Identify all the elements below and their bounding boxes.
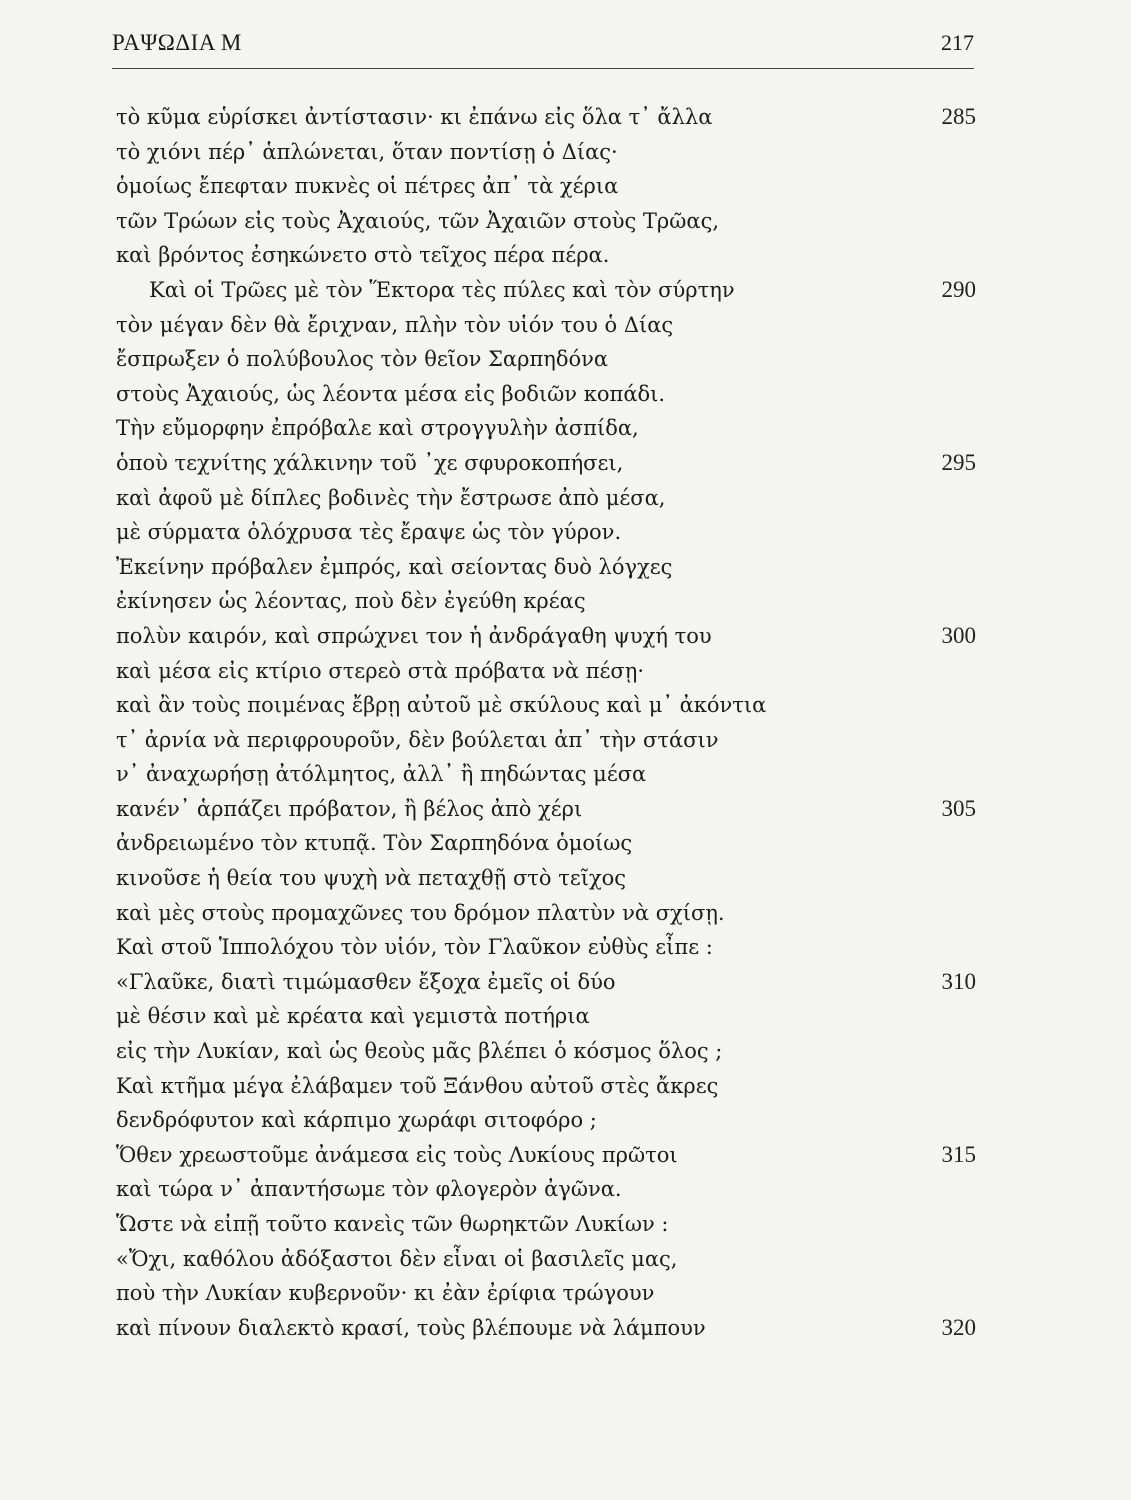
- verse-line: [116, 100, 976, 135]
- line-number: 285: [941, 104, 976, 129]
- verse-line: [116, 1207, 976, 1242]
- verse-line: [116, 999, 976, 1034]
- verse-block: [116, 100, 976, 1345]
- verse-text: καὶ μέσα εἰς κτίριο στερεὸ στὰ πρόβατα νὰ πέσῃ·: [116, 658, 645, 683]
- verse-line: [116, 826, 976, 861]
- verse-text: ποὺ τὴν Λυκίαν κυβερνοῦν· κι ἐὰν ἐρίφια τρώγουν: [116, 1281, 655, 1306]
- verse-line: [116, 1311, 976, 1346]
- verse-line: [116, 377, 976, 412]
- verse-text: καὶ ἀφοῦ μὲ δίπλες βοδινὲς τὴν ἔστρωσε ἀπὸ μέσα,: [116, 485, 666, 510]
- verse-line: [116, 135, 976, 170]
- verse-line: [116, 411, 976, 446]
- verse-text: δενδρόφυτον καὶ κάρπιμο χωράφι σιτοφόρο ;: [116, 1108, 597, 1133]
- verse-text: καὶ πίνουν διαλεκτὸ κρασί, τοὺς βλέπουμε νὰ λάμπουν: [116, 1315, 706, 1340]
- verse-line: [116, 723, 976, 758]
- verse-line: [116, 515, 976, 550]
- verse-text: εἰς τὴν Λυκίαν, καὶ ὡς θεοὺς μᾶς βλέπει ὁ κόσμος ὅλος ;: [116, 1039, 723, 1064]
- verse-text: καὶ ἂν τοὺς ποιμένας ἔβρῃ αὐτοῦ μὲ σκύλους καὶ μ᾽ ἀκόντια: [116, 693, 767, 718]
- running-title: ΡΑΨΩΔΙΑ Μ: [112, 30, 242, 55]
- page-header: [112, 30, 974, 64]
- verse-line: [116, 930, 976, 965]
- verse-text: τῶν Τρώων εἰς τοὺς Ἀχαιούς, τῶν Ἀχαιῶν στοὺς Τρῶας,: [116, 208, 720, 233]
- verse-line: [116, 1242, 976, 1277]
- verse-line: [116, 342, 976, 377]
- verse-line: [116, 446, 976, 481]
- verse-text: τὸ κῦμα εὑρίσκει ἀντίστασιν· κι ἐπάνω εἰς ὅλα τ᾽ ἄλλα: [116, 105, 713, 129]
- verse-line: [116, 1138, 976, 1173]
- verse-text: κανέν᾽ ἁρπάζει πρόβατον, ἢ βέλος ἀπὸ χέρι: [116, 796, 583, 821]
- verse-line: [116, 204, 976, 239]
- verse-line: [116, 273, 976, 308]
- verse-text: ἔσπρωξεν ὁ πολύβουλος τὸν θεῖον Σαρπηδόνα: [116, 347, 609, 372]
- verse-text: Καὶ κτῆμα μέγα ἐλάβαμεν τοῦ Ξάνθου αὐτοῦ στὲς ἄκρες: [116, 1073, 719, 1098]
- verse-text: μὲ σύρματα ὁλόχρυσα τὲς ἔραψε ὡς τὸν γύρον.: [116, 520, 622, 545]
- verse-line: [116, 238, 976, 273]
- verse-line: [116, 481, 976, 516]
- verse-text: ν᾽ ἀναχωρήσῃ ἀτόλμητος, ἀλλ᾽ ἢ πηδώντας μέσα: [116, 762, 647, 787]
- verse-text: Ὅθεν χρεωστοῦμε ἀνάμεσα εἰς τοὺς Λυκίους πρῶτοι: [116, 1142, 678, 1167]
- verse-text: τὸν μέγαν δὲν θὰ ἔριχναν, πλὴν τὸν υἱόν του ὁ Δίας: [116, 312, 674, 337]
- verse-text: ἐκίνησεν ὡς λέοντας, ποὺ δὲν ἐγεύθη κρέας: [116, 589, 586, 614]
- verse-line: [116, 1103, 976, 1138]
- verse-text: πολὺν καιρόν, καὶ σπρώχνει τον ἡ ἀνδράγαθη ψυχή του: [116, 623, 712, 648]
- verse-text: Ἐκείνην πρόβαλεν ἐμπρός, καὶ σείοντας δυὸ λόγχες: [116, 554, 673, 579]
- verse-text: κινοῦσε ἡ θεία του ψυχὴ νὰ πεταχθῇ στὸ τεῖχος: [116, 866, 627, 891]
- verse-text: καὶ μὲς στοὺς προμαχῶνες του δρόμον πλατὺν νὰ σχίσῃ.: [116, 900, 725, 925]
- verse-text: «Γλαῦκε, διατὶ τιμώμασθεν ἔξοχα ἐμεῖς οἱ δύο: [116, 969, 616, 994]
- verse-text: ὁμοίως ἔπεφταν πυκνὲς οἱ πέτρες ἀπ᾽ τὰ χέρια: [116, 174, 619, 199]
- verse-line: [116, 792, 976, 827]
- verse-text: τὸ χιόνι πέρ᾽ ἁπλώνεται, ὅταν ποντίσῃ ὁ Δίας·: [116, 139, 618, 164]
- verse-line: [116, 169, 976, 204]
- verse-text: μὲ θέσιν καὶ μὲ κρέατα καὶ γεμιστὰ ποτήρια: [116, 1004, 590, 1029]
- verse-line: [116, 896, 976, 931]
- verse-text: ὁποὺ τεχνίτης χάλκινην τοῦ ᾽χε σφυροκοπήσει,: [116, 450, 624, 475]
- verse-line: [116, 584, 976, 619]
- page-number: 217: [941, 30, 974, 55]
- verse-line: [116, 1034, 976, 1069]
- verse-line: [116, 688, 976, 723]
- verse-line: [116, 550, 976, 585]
- verse-text: ἀνδρειωμένο τὸν κτυπᾷ. Τὸν Σαρπηδόνα ὁμοίως: [116, 831, 633, 856]
- line-number: 295: [941, 449, 976, 475]
- line-number: 315: [941, 1141, 976, 1167]
- line-number: 320: [941, 1314, 976, 1340]
- verse-text: Ὥστε νὰ εἰπῇ τοῦτο κανεὶς τῶν θωρηκτῶν Λυκίων :: [116, 1212, 669, 1236]
- verse-text: «Ὄχι, καθόλου ἀδόξαστοι δὲν εἶναι οἱ βασιλεῖς μας,: [116, 1246, 678, 1271]
- verse-line: [116, 308, 976, 343]
- line-number: 305: [941, 795, 976, 821]
- verse-text: Καὶ στοῦ Ἱππολόχου τὸν υἱόν, τὸν Γλαῦκον εὐθὺς εἶπε :: [116, 935, 713, 960]
- verse-line: [116, 965, 976, 1000]
- verse-text: καὶ βρόντος ἐσηκώνετο στὸ τεῖχος πέρα πέρα.: [116, 243, 610, 268]
- verse-text: Τὴν εὔμορφην ἐπρόβαλε καὶ στρογγυλὴν ἀσπίδα,: [116, 416, 639, 441]
- verse-line: [116, 1069, 976, 1104]
- verse-text: Καὶ οἱ Τρῶες μὲ τὸν Ἕκτορα τὲς πύλες καὶ τὸν σύρτην: [149, 277, 735, 302]
- verse-text: καὶ τώρα ν᾽ ἀπαντήσωμε τὸν φλογερὸν ἀγῶνα.: [116, 1177, 622, 1202]
- verse-line: [116, 861, 976, 896]
- line-number: 310: [941, 968, 976, 994]
- verse-text: τ᾽ ἀρνία νὰ περιφρουροῦν, δὲν βούλεται ἀπ᾽ τὴν στάσιν: [116, 727, 719, 752]
- verse-line: [116, 1172, 976, 1207]
- verse-line: [116, 654, 976, 689]
- line-number: 290: [941, 276, 976, 302]
- line-number: 300: [941, 622, 976, 648]
- verse-line: [116, 1276, 976, 1311]
- header-rule: [112, 68, 974, 69]
- verse-line: [116, 757, 976, 792]
- verse-text: στοὺς Ἀχαιούς, ὡς λέοντα μέσα εἰς βοδιῶν κοπάδι.: [116, 381, 666, 406]
- verse-line: [116, 619, 976, 654]
